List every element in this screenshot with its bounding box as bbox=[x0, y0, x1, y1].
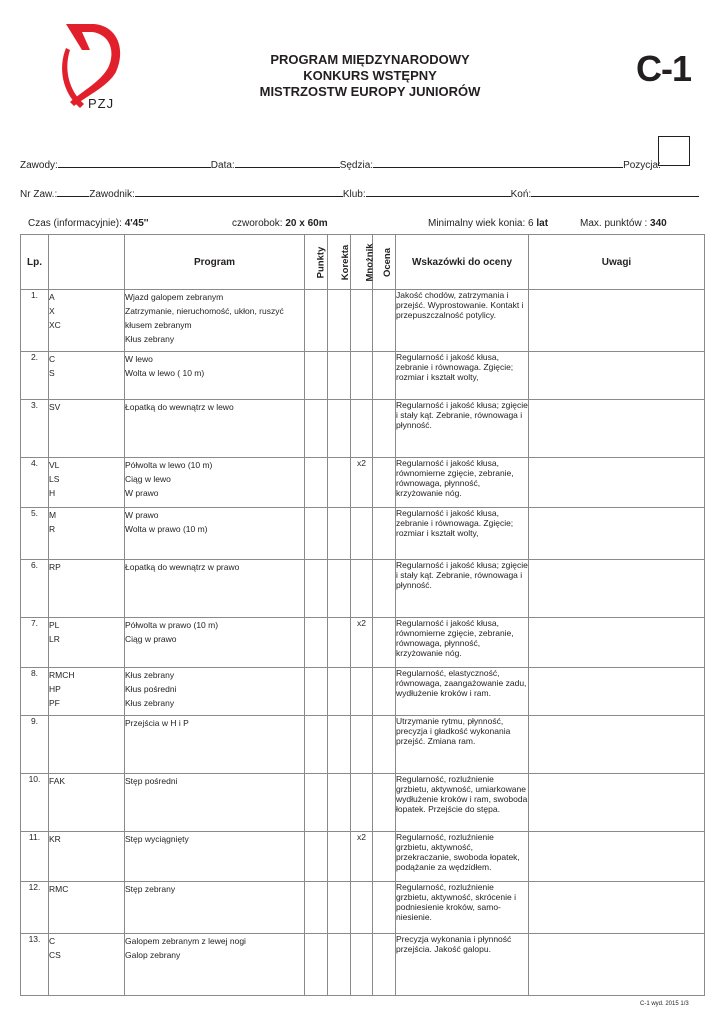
mnoznik-cell bbox=[351, 716, 373, 774]
uwagi-cell[interactable] bbox=[529, 934, 705, 996]
program-line: Stęp zebrany bbox=[125, 884, 176, 894]
movement-letters bbox=[49, 716, 125, 774]
movement-letter: RMCH bbox=[49, 670, 75, 680]
punkty-cell[interactable] bbox=[305, 560, 328, 618]
punkty-cell[interactable] bbox=[305, 882, 328, 934]
program-line: Półwolta w lewo (10 m) bbox=[125, 460, 213, 470]
movement-letter: PF bbox=[49, 698, 60, 708]
program-line: Wjazd galopem zebranym bbox=[125, 292, 224, 302]
program-description bbox=[125, 618, 305, 668]
movement-letters bbox=[49, 668, 125, 716]
punkty-cell[interactable] bbox=[305, 832, 328, 882]
uwagi-cell[interactable] bbox=[529, 458, 705, 508]
movement-letter: RP bbox=[49, 562, 61, 572]
movement-letter: CS bbox=[49, 950, 61, 960]
czworobok-info bbox=[232, 218, 328, 229]
movement-letter: KR bbox=[49, 834, 61, 844]
table-row bbox=[21, 832, 705, 882]
wskazowki-cell: Regularność i jakość kłusa; zgięcie i stały kąt. Zebranie, równowaga i płynność. bbox=[396, 560, 529, 618]
korekta-cell[interactable] bbox=[328, 832, 351, 882]
wiek-label: Minimalny wiek konia: 6 bbox=[428, 218, 534, 229]
punkty-cell[interactable] bbox=[305, 774, 328, 832]
wiek-value: lat bbox=[536, 218, 549, 229]
program-line: Kłus zebrany bbox=[125, 698, 175, 708]
program-line: Galop zebrany bbox=[125, 950, 181, 960]
row-number: 11. bbox=[21, 832, 49, 882]
program-description bbox=[125, 290, 305, 352]
movement-letter: PL bbox=[49, 620, 60, 630]
movement-letter: LS bbox=[49, 474, 60, 484]
table-row bbox=[21, 934, 705, 996]
program-line: kłusem zebranym bbox=[125, 320, 192, 330]
movement-letter: A bbox=[49, 292, 55, 302]
header-lp: Lp. bbox=[21, 235, 49, 290]
table-row bbox=[21, 290, 705, 352]
ocena-cell[interactable] bbox=[373, 618, 396, 668]
program-line: W lewo bbox=[125, 354, 153, 364]
data-label: Data: bbox=[210, 160, 235, 171]
movement-letter: R bbox=[49, 524, 56, 534]
pozycja-box[interactable] bbox=[658, 136, 690, 166]
ocena-cell[interactable] bbox=[373, 352, 396, 400]
korekta-cell[interactable] bbox=[328, 618, 351, 668]
korekta-cell[interactable] bbox=[328, 882, 351, 934]
table-row bbox=[21, 560, 705, 618]
uwagi-cell[interactable] bbox=[529, 290, 705, 352]
movement-letter: C bbox=[49, 354, 56, 364]
movement-letter: HP bbox=[49, 684, 61, 694]
mnoznik-cell bbox=[351, 560, 373, 618]
movement-letters bbox=[49, 934, 125, 996]
row-number: 5. bbox=[21, 508, 49, 560]
wskazowki-cell: Regularność, rozluźnienie grzbietu, aktywność, umiarkowane wydłużenie kroków i ram, swoboda łopatek. Przejście do stępa. bbox=[396, 774, 529, 832]
max-label: Max. punktów : bbox=[580, 218, 648, 229]
program-line: Stęp wyciągnięty bbox=[125, 834, 189, 844]
kon-label: Koń: bbox=[510, 189, 532, 200]
mnoznik-cell bbox=[351, 934, 373, 996]
row-number: 12. bbox=[21, 882, 49, 934]
korekta-cell[interactable] bbox=[328, 508, 351, 560]
movement-letters bbox=[49, 352, 125, 400]
sedzia-field[interactable] bbox=[373, 157, 623, 168]
row-number: 3. bbox=[21, 400, 49, 458]
document-title bbox=[210, 52, 530, 100]
program-description bbox=[125, 882, 305, 934]
title-line-1: PROGRAM MIĘDZYNARODOWY bbox=[270, 52, 470, 67]
korekta-cell[interactable] bbox=[328, 352, 351, 400]
movement-letter: S bbox=[49, 368, 55, 378]
punkty-cell[interactable] bbox=[305, 618, 328, 668]
table-row bbox=[21, 400, 705, 458]
nr-zaw-label: Nr Zaw.: bbox=[20, 189, 58, 200]
header-program: Program bbox=[125, 235, 305, 290]
header-korekta: Korekta bbox=[328, 235, 351, 290]
ocena-cell[interactable] bbox=[373, 882, 396, 934]
header-punkty: Punkty bbox=[305, 235, 328, 290]
movement-letters bbox=[49, 508, 125, 560]
korekta-cell[interactable] bbox=[328, 668, 351, 716]
punkty-cell[interactable] bbox=[305, 668, 328, 716]
program-line: Łopatką do wewnątrz w prawo bbox=[125, 562, 240, 572]
uwagi-cell[interactable] bbox=[529, 508, 705, 560]
mnoznik-cell bbox=[351, 774, 373, 832]
table-body bbox=[21, 290, 705, 996]
ocena-cell[interactable] bbox=[373, 458, 396, 508]
czas-info bbox=[28, 218, 149, 229]
mnoznik-cell: x2 bbox=[351, 618, 373, 668]
table-header-row bbox=[21, 235, 705, 290]
uwagi-cell[interactable] bbox=[529, 832, 705, 882]
mnoznik-cell: x2 bbox=[351, 458, 373, 508]
program-description bbox=[125, 352, 305, 400]
czworobok-label: czworobok: bbox=[232, 218, 283, 229]
program-line: Stęp pośredni bbox=[125, 776, 178, 786]
uwagi-cell[interactable] bbox=[529, 618, 705, 668]
program-description bbox=[125, 458, 305, 508]
wskazowki-cell: Regularność i jakość kłusa, zebranie i równowaga. Zgięcie; rozmiar i kształt wolty, bbox=[396, 508, 529, 560]
table-row bbox=[21, 618, 705, 668]
wskazowki-cell: Regularność i jakość kłusa, zebranie i równowaga. Zgięcie; rozmiar i kształt wolty, bbox=[396, 352, 529, 400]
program-line: Kłus zebrany bbox=[125, 334, 175, 344]
ocena-cell[interactable] bbox=[373, 668, 396, 716]
table-row bbox=[21, 668, 705, 716]
program-description bbox=[125, 774, 305, 832]
punkty-cell[interactable] bbox=[305, 934, 328, 996]
czas-label: Czas (informacyjnie): bbox=[28, 218, 122, 229]
klub-label: Klub: bbox=[342, 189, 366, 200]
row-number: 1. bbox=[21, 290, 49, 352]
header-mnoznik: Mnożnik bbox=[351, 235, 373, 290]
zawody-label: Zawody: bbox=[20, 160, 58, 171]
zawodnik-label: Zawodnik: bbox=[89, 189, 135, 200]
row-number: 6. bbox=[21, 560, 49, 618]
ocena-cell[interactable] bbox=[373, 290, 396, 352]
row-number: 4. bbox=[21, 458, 49, 508]
program-description bbox=[125, 716, 305, 774]
mnoznik-cell bbox=[351, 352, 373, 400]
title-line-2: KONKURS WSTĘPNY bbox=[303, 68, 437, 83]
mnoznik-cell bbox=[351, 290, 373, 352]
row-number: 10. bbox=[21, 774, 49, 832]
program-line: Wolta w prawo (10 m) bbox=[125, 524, 208, 534]
wskazowki-cell: Regularność, rozluźnienie grzbietu, aktywność, przekraczanie, swoboda łopatek, podążanie za wędzidłem. bbox=[396, 832, 529, 882]
ocena-cell[interactable] bbox=[373, 508, 396, 560]
movement-letter: FAK bbox=[49, 776, 66, 786]
punkty-cell[interactable] bbox=[305, 458, 328, 508]
movement-letter: M bbox=[49, 510, 57, 520]
table-row bbox=[21, 352, 705, 400]
pozycja-label: Pozycja: bbox=[623, 160, 661, 171]
movement-letters bbox=[49, 400, 125, 458]
title-line-3: MISTRZOSTW EUROPY JUNIORÓW bbox=[259, 84, 481, 99]
movement-letters bbox=[49, 458, 125, 508]
program-line: Galopem zebranym z lewej nogi bbox=[125, 936, 246, 946]
program-line: Wolta w lewo ( 10 m) bbox=[125, 368, 205, 378]
header-wskazowki: Wskazówki do oceny bbox=[396, 235, 529, 290]
movement-letter: SV bbox=[49, 402, 61, 412]
movement-letters bbox=[49, 882, 125, 934]
data-field[interactable] bbox=[235, 157, 340, 168]
korekta-cell[interactable] bbox=[328, 560, 351, 618]
wskazowki-cell: Regularność i jakość kłusa, równomierne zgięcie, zebranie, równowaga, płynność, krzyżowanie nóg. bbox=[396, 458, 529, 508]
sedzia-label: Sędzia: bbox=[339, 160, 374, 171]
row-number: 13. bbox=[21, 934, 49, 996]
klub-field[interactable] bbox=[366, 186, 511, 197]
ocena-cell[interactable] bbox=[373, 560, 396, 618]
fields-row-1 bbox=[20, 157, 661, 171]
korekta-cell[interactable] bbox=[328, 400, 351, 458]
punkty-cell[interactable] bbox=[305, 352, 328, 400]
wskazowki-cell: Precyzja wykonania i płynność przejścia. Jakość galopu. bbox=[396, 934, 529, 996]
table-row bbox=[21, 508, 705, 560]
movement-letters bbox=[49, 618, 125, 668]
nr-zaw-field[interactable] bbox=[57, 186, 89, 197]
ocena-cell[interactable] bbox=[373, 400, 396, 458]
wiek-info bbox=[428, 218, 548, 229]
table-row bbox=[21, 882, 705, 934]
wskazowki-cell: Regularność, rozluźnienie grzbietu, aktywność, skrócenie i podniesienie kroków, samo-niesienie. bbox=[396, 882, 529, 934]
ocena-cell[interactable] bbox=[373, 934, 396, 996]
program-line: Ciąg w lewo bbox=[125, 474, 171, 484]
movement-letters bbox=[49, 290, 125, 352]
test-code: C-1 bbox=[636, 48, 692, 89]
header-ocena: Ocena bbox=[373, 235, 396, 290]
czas-value: 4'45'' bbox=[124, 218, 149, 229]
uwagi-cell[interactable] bbox=[529, 352, 705, 400]
program-description bbox=[125, 668, 305, 716]
header-movements bbox=[49, 235, 125, 290]
punkty-cell[interactable] bbox=[305, 508, 328, 560]
program-line: Zatrzymanie, nieruchomość, ukłon, ruszyć bbox=[125, 306, 284, 316]
movement-letter: LR bbox=[49, 634, 60, 644]
uwagi-cell[interactable] bbox=[529, 774, 705, 832]
row-number: 8. bbox=[21, 668, 49, 716]
program-description bbox=[125, 934, 305, 996]
ocena-cell[interactable] bbox=[373, 716, 396, 774]
table-row bbox=[21, 774, 705, 832]
uwagi-cell[interactable] bbox=[529, 560, 705, 618]
zawody-field[interactable] bbox=[58, 157, 211, 168]
movement-letters bbox=[49, 560, 125, 618]
wskazowki-cell: Regularność i jakość kłusa, równomierne zgięcie, zebranie, równowaga, płynność, krzyżowanie nóg. bbox=[396, 618, 529, 668]
mnoznik-cell bbox=[351, 400, 373, 458]
program-line: Przejścia w H i P bbox=[125, 718, 189, 728]
row-number: 2. bbox=[21, 352, 49, 400]
movement-letters bbox=[49, 774, 125, 832]
program-description bbox=[125, 560, 305, 618]
uwagi-cell[interactable] bbox=[529, 400, 705, 458]
zawodnik-field[interactable] bbox=[135, 186, 343, 197]
footer: C-1 wyd. 2015 1/3 bbox=[640, 1001, 689, 1007]
fields-row-2 bbox=[20, 186, 699, 200]
program-line: W prawo bbox=[125, 488, 159, 498]
max-info bbox=[580, 218, 667, 229]
scoring-table bbox=[20, 234, 705, 996]
table-row bbox=[21, 716, 705, 774]
movement-letters bbox=[49, 832, 125, 882]
punkty-cell[interactable] bbox=[305, 400, 328, 458]
korekta-cell[interactable] bbox=[328, 774, 351, 832]
wskazowki-cell: Utrzymanie rytmu, płynność, precyzja i gładkość wykonania przejść. Zmiana ram. bbox=[396, 716, 529, 774]
program-description bbox=[125, 508, 305, 560]
program-line: Kłus zebrany bbox=[125, 670, 175, 680]
korekta-cell[interactable] bbox=[328, 290, 351, 352]
program-line: Półwolta w prawo (10 m) bbox=[125, 620, 219, 630]
korekta-cell[interactable] bbox=[328, 458, 351, 508]
mnoznik-cell bbox=[351, 508, 373, 560]
uwagi-cell[interactable] bbox=[529, 716, 705, 774]
wskazowki-cell: Regularność, elastyczność, równowaga, zaangażowanie zadu, wydłużenie kroków i ram. bbox=[396, 668, 529, 716]
korekta-cell[interactable] bbox=[328, 716, 351, 774]
program-description bbox=[125, 400, 305, 458]
program-description bbox=[125, 832, 305, 882]
mnoznik-cell bbox=[351, 668, 373, 716]
movement-letter: RMC bbox=[49, 884, 69, 894]
movement-letter: H bbox=[49, 488, 56, 498]
table-row bbox=[21, 458, 705, 508]
mnoznik-cell bbox=[351, 882, 373, 934]
movement-letter: XC bbox=[49, 320, 61, 330]
movement-letter: VL bbox=[49, 460, 60, 470]
program-line: Łopatką do wewnątrz w lewo bbox=[125, 402, 234, 412]
program-line: Kłus pośredni bbox=[125, 684, 177, 694]
movement-letter: C bbox=[49, 936, 56, 946]
wskazowki-cell: Regularność i jakość kłusa; zgięcie i stały kąt. Zebranie, równowaga i płynność. bbox=[396, 400, 529, 458]
punkty-cell[interactable] bbox=[305, 716, 328, 774]
ocena-cell[interactable] bbox=[373, 832, 396, 882]
punkty-cell[interactable] bbox=[305, 290, 328, 352]
row-number: 7. bbox=[21, 618, 49, 668]
wskazowki-cell: Jakość chodów, zatrzymania i przejść. Wyprostowanie. Kontakt i przepuszczalność potylicy. bbox=[396, 290, 529, 352]
mnoznik-cell: x2 bbox=[351, 832, 373, 882]
uwagi-cell[interactable] bbox=[529, 668, 705, 716]
row-number: 9. bbox=[21, 716, 49, 774]
program-line: W prawo bbox=[125, 510, 159, 520]
czworobok-value: 20 x 60m bbox=[285, 218, 328, 229]
program-line: Ciąg w prawo bbox=[125, 634, 177, 644]
kon-field[interactable] bbox=[531, 186, 699, 197]
ocena-cell[interactable] bbox=[373, 774, 396, 832]
pzj-logo bbox=[60, 20, 130, 115]
max-value: 340 bbox=[650, 218, 667, 229]
movement-letter: X bbox=[49, 306, 55, 316]
header-uwagi: Uwagi bbox=[529, 235, 705, 290]
uwagi-cell[interactable] bbox=[529, 882, 705, 934]
korekta-cell[interactable] bbox=[328, 934, 351, 996]
logo-text: PZJ bbox=[88, 96, 115, 111]
